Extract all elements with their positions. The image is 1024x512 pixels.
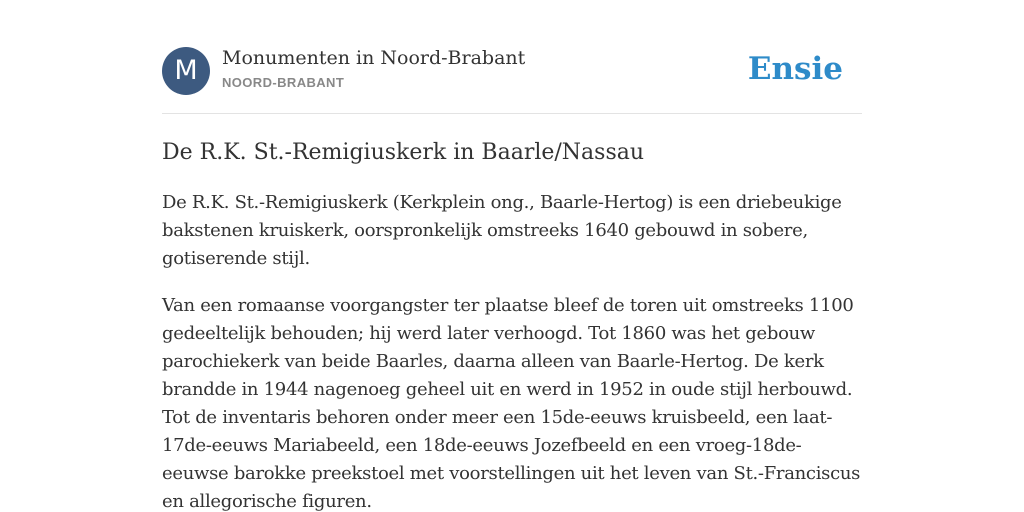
publication-header bbox=[162, 47, 862, 95]
article-title: De R.K. St.-Remigiuskerk in Baarle/Nassau bbox=[162, 140, 645, 165]
publication-title[interactable]: Monumenten in Noord-Brabant bbox=[222, 47, 526, 69]
publication-avatar[interactable]: M bbox=[162, 47, 210, 95]
brand-logo[interactable]: Ensie bbox=[747, 51, 843, 87]
article bbox=[162, 138, 862, 512]
header-divider bbox=[162, 113, 862, 114]
publication-subtitle[interactable]: NOORD-BRABANT bbox=[222, 75, 345, 90]
article-paragraph: Van een romaanse voorgangster ter plaatse bleef de toren uit omstreeks 1100 gedeeltelijk behouden; hij werd later verhoogd. Tot 1860 was het gebouw parochiekerk van beide Baarles, daarna alleen van Baarle-Hertog. De kerk brandde in 1944 nagenoeg geheel uit en werd in 1952 in oude stijl herbouwd. Tot de inventaris behoren onder meer een 15de-eeuws kruisbeeld, een laat-17de-eeuws Mariabeeld, een 18de-eeuws Jozefbeeld en een vroeg-18de-eeuwse barokke preekstoel met voorstellingen uit het leven van St.-Franciscus en allegorische figuren. bbox=[162, 295, 861, 512]
article-paragraph: De R.K. St.-Remigiuskerk (Kerkplein ong., Baarle-Hertog) is een driebeukige bakstenen kruiskerk, oorspronkelijk omstreeks 1640 gebouwd in sobere, gotiserende stijl. bbox=[162, 192, 842, 269]
